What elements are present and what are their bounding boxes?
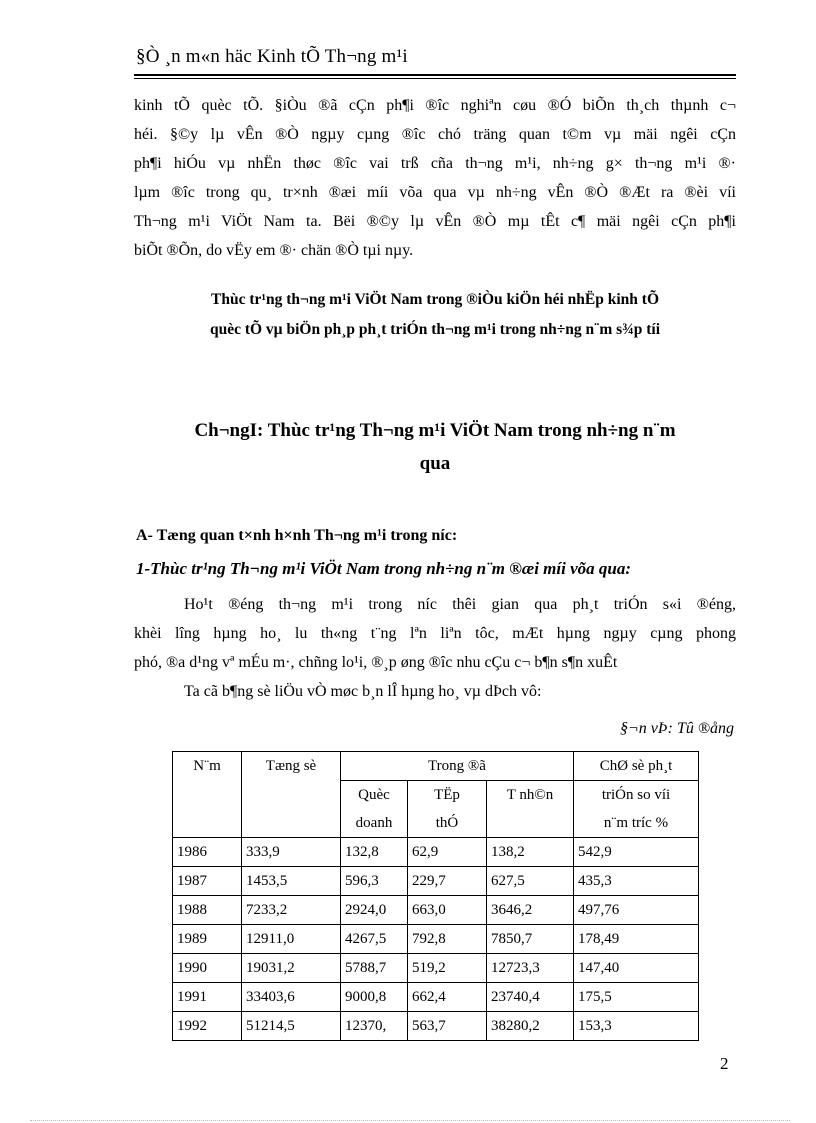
cell-private: 23740,4 bbox=[487, 983, 574, 1012]
text-line: Th¬ng m¹i ViÖt Nam ta. Bëi ®©y lµ vÊn ®Ò mµ tÊt c¶ mäi ngêi cÇn ph¶i bbox=[134, 213, 736, 230]
cell-private: 12723,3 bbox=[487, 954, 574, 983]
header-index-1: ChØ sè ph¸t bbox=[574, 752, 699, 781]
topic-title bbox=[134, 286, 736, 344]
retail-sales-table bbox=[172, 751, 699, 1041]
cell-collective: 563,7 bbox=[408, 1012, 487, 1041]
cell-year: 1991 bbox=[173, 983, 242, 1012]
topic-line-1: Thùc tr¹ng th¬ng m¹i ViÖt Nam trong ®iÒu kiÖn héi nhËp kinh tÕ bbox=[210, 291, 660, 308]
table-header-row bbox=[173, 752, 699, 781]
cell-state: 2924,0 bbox=[341, 896, 408, 925]
table-row bbox=[173, 925, 699, 954]
header-state-1: Quèc bbox=[341, 781, 408, 810]
cell-total: 7233,2 bbox=[242, 896, 341, 925]
text-line: ph¶i hiÓu vµ nhËn thøc ®îc vai trß cña th¬ng m¹i, nh÷ng g× th¬ng m¹i ®· bbox=[134, 155, 736, 172]
cell-year: 1986 bbox=[173, 838, 242, 867]
header-year: N¨m bbox=[173, 752, 242, 838]
header-rule-thin bbox=[134, 78, 736, 79]
cell-state: 12370, bbox=[341, 1012, 408, 1041]
cell-index: 175,5 bbox=[574, 983, 699, 1012]
cell-year: 1987 bbox=[173, 867, 242, 896]
header-private: T nh©n bbox=[487, 781, 574, 838]
body-paragraph bbox=[134, 590, 736, 706]
table-row bbox=[173, 1012, 699, 1041]
section-a-heading: A- Tæng quan t×nh h×nh Th¬ng m¹i trong níc: bbox=[136, 527, 458, 544]
table-row bbox=[173, 838, 699, 867]
cell-collective: 62,9 bbox=[408, 838, 487, 867]
cell-private: 627,5 bbox=[487, 867, 574, 896]
cell-year: 1992 bbox=[173, 1012, 242, 1041]
unit-note: §¬n vÞ: Tû ®ång bbox=[619, 720, 734, 737]
cell-state: 132,8 bbox=[341, 838, 408, 867]
text-line: Ta cã b¶ng sè liÖu vÒ møc b¸n lÎ hµng ho¸ vµ dÞch vô: bbox=[184, 683, 542, 700]
cell-year: 1990 bbox=[173, 954, 242, 983]
cell-collective: 663,0 bbox=[408, 896, 487, 925]
cell-index: 542,9 bbox=[574, 838, 699, 867]
cell-collective: 662,4 bbox=[408, 983, 487, 1012]
text-line: kinh tÕ quèc tÕ. §iÒu ®ã cÇn ph¶i ®îc nghiªn cøu ®Ó biÕn th¸ch thµnh c¬ bbox=[134, 97, 736, 114]
topic-line-2: quèc tÕ vµ biÖn ph¸p ph¸t triÓn th¬ng m¹i trong nh÷ng n¨m s¾p tíi bbox=[209, 321, 661, 338]
header-index-2: triÓn so víi bbox=[574, 781, 699, 810]
cell-collective: 792,8 bbox=[408, 925, 487, 954]
cell-total: 33403,6 bbox=[242, 983, 341, 1012]
cell-total: 333,9 bbox=[242, 838, 341, 867]
cell-total: 19031,2 bbox=[242, 954, 341, 983]
intro-paragraph bbox=[134, 91, 736, 265]
cell-state: 4267,5 bbox=[341, 925, 408, 954]
text-line: lµm ®îc trong qu¸ tr×nh ®æi míi võa qua vµ nh÷ng vÊn ®Ò ®Æt ra ®èi víi bbox=[134, 184, 736, 201]
cell-index: 178,49 bbox=[574, 925, 699, 954]
table-body bbox=[173, 838, 699, 1041]
cell-total: 1453,5 bbox=[242, 867, 341, 896]
cell-private: 38280,2 bbox=[487, 1012, 574, 1041]
cell-year: 1989 bbox=[173, 925, 242, 954]
header-total: Tæng sè bbox=[242, 752, 341, 838]
header-state-2: doanh bbox=[341, 809, 408, 838]
cell-index: 497,76 bbox=[574, 896, 699, 925]
chapter-heading bbox=[134, 414, 736, 480]
cell-index: 147,40 bbox=[574, 954, 699, 983]
chapter-line-1: Ch¬ngI: Thùc tr¹ng Th¬ng m¹i ViÖt Nam trong nh÷ng n¨m bbox=[194, 420, 676, 441]
cell-total: 51214,5 bbox=[242, 1012, 341, 1041]
cell-total: 12911,0 bbox=[242, 925, 341, 954]
cell-index: 435,3 bbox=[574, 867, 699, 896]
header-collective-1: TËp bbox=[408, 781, 487, 810]
text-line: héi. §©y lµ vÊn ®Ò ngµy cµng ®îc chó träng quan t©m vµ mäi ngêi cÇn bbox=[134, 126, 736, 143]
cell-collective: 229,7 bbox=[408, 867, 487, 896]
page-header-title: §Ò ¸n m«n häc Kinh tÕ Th¬ng m¹i bbox=[136, 46, 408, 67]
footer-divider bbox=[30, 1120, 790, 1121]
text-line: khèi lîng hµng ho¸ lu th«ng t¨ng lªn liªn tôc, mÆt hµng ngµy cµng phong bbox=[134, 625, 736, 642]
cell-private: 3646,2 bbox=[487, 896, 574, 925]
page-number: 2 bbox=[720, 1054, 729, 1073]
header-rule bbox=[134, 74, 736, 76]
cell-collective: 519,2 bbox=[408, 954, 487, 983]
text-line: biÕt ®Õn, do vËy em ®· chän ®Ò tµi nµy. bbox=[134, 242, 414, 259]
cell-state: 596,3 bbox=[341, 867, 408, 896]
header-index-3: n¨m tríc % bbox=[574, 809, 699, 838]
table-row bbox=[173, 983, 699, 1012]
cell-state: 5788,7 bbox=[341, 954, 408, 983]
cell-state: 9000,8 bbox=[341, 983, 408, 1012]
cell-private: 138,2 bbox=[487, 838, 574, 867]
header-collective-2: thÓ bbox=[408, 809, 487, 838]
section-1-heading: 1-Thùc tr¹ng Th¬ng m¹i ViÖt Nam trong nh÷ng n¨m ®æi míi võa qua: bbox=[136, 559, 632, 578]
table-row bbox=[173, 954, 699, 983]
table-row bbox=[173, 867, 699, 896]
cell-index: 153,3 bbox=[574, 1012, 699, 1041]
text-line: Ho¹t ®éng th¬ng m¹i trong níc thêi gian qua ph¸t triÓn s«i ®éng, bbox=[184, 596, 736, 613]
header-group: Trong ®ã bbox=[341, 752, 574, 781]
text-line: phó, ®a d¹ng vª mÉu m·, chñng lo¹i, ®¸p øng ®îc nhu cÇu c¬ b¶n s¶n xuÊt bbox=[134, 654, 618, 671]
cell-year: 1988 bbox=[173, 896, 242, 925]
chapter-line-2: qua bbox=[419, 453, 451, 474]
cell-private: 7850,7 bbox=[487, 925, 574, 954]
table-row bbox=[173, 896, 699, 925]
